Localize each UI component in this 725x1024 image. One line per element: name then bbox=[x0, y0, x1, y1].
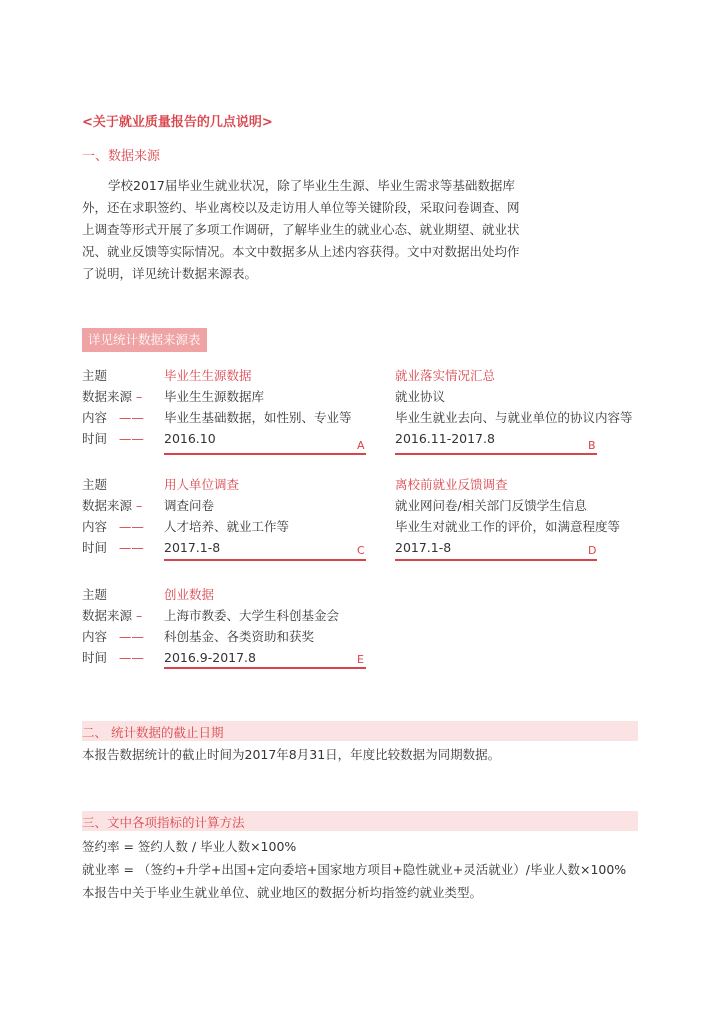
block-c-values bbox=[164, 474, 289, 558]
block-c-topic: 用人单位调查 bbox=[164, 477, 240, 492]
source-table-tag: 详见统计数据来源表 bbox=[82, 328, 207, 352]
block-a-letter: A bbox=[357, 439, 365, 452]
block-d-topic: 离校前就业反馈调查 bbox=[395, 477, 508, 492]
block-c-source: 调查问卷 bbox=[164, 498, 215, 513]
block-b-time: 2016.11-2017.8 bbox=[395, 431, 495, 446]
label-source: 数据来源 – bbox=[82, 498, 143, 513]
block-c-time: 2017.1-8 bbox=[164, 540, 221, 555]
block-a-topic: 毕业生生源数据 bbox=[164, 368, 252, 383]
label-content: 内容 —— bbox=[82, 410, 144, 425]
block-b-source: 就业协议 bbox=[395, 389, 446, 404]
section3-note: 本报告中关于毕业生就业单位、就业地区的数据分析均指签约就业类型。 bbox=[82, 885, 483, 900]
label-time: 时间 —— bbox=[82, 431, 144, 446]
block-b-letter: B bbox=[588, 439, 596, 452]
label-topic: 主题 bbox=[82, 368, 108, 383]
block-a-content: 毕业生基础数据，如性别、专业等 bbox=[164, 410, 352, 425]
block-e-source: 上海市教委、大学生科创基金会 bbox=[164, 608, 340, 623]
employment-rate-formula: 就业率 = （签约+升学+出国+定向委培+国家地方项目+隐性就业+灵活就业）/毕业人数×100% bbox=[82, 862, 627, 877]
block-e-time: 2016.9-2017.8 bbox=[164, 650, 256, 665]
label-topic: 主题 bbox=[82, 477, 108, 492]
block-b-content: 毕业生就业去向、与就业单位的协议内容等 bbox=[395, 410, 633, 425]
section2-heading: 二、 统计数据的截止日期 bbox=[82, 725, 224, 740]
section3-band bbox=[82, 811, 638, 831]
label-time: 时间 —— bbox=[82, 650, 144, 665]
block-c-letter: C bbox=[357, 544, 365, 557]
block-a-values bbox=[164, 365, 352, 449]
block-a-labels bbox=[82, 365, 144, 449]
signing-rate-formula: 签约率 = 签约人数 / 毕业人数×100% bbox=[82, 839, 297, 854]
block-d-values bbox=[395, 474, 620, 558]
block-c-content: 人才培养、就业工作等 bbox=[164, 519, 290, 534]
label-content: 内容 —— bbox=[82, 519, 144, 534]
section2-text: 本报告数据统计的截止时间为2017年8月31日，年度比较数据为同期数据。 bbox=[82, 747, 501, 762]
block-b-values bbox=[395, 365, 633, 449]
block-c-labels bbox=[82, 474, 144, 558]
block-e-letter: E bbox=[357, 653, 364, 666]
block-e-underline bbox=[164, 667, 366, 669]
block-e-content: 科创基金、各类资助和获奖 bbox=[164, 629, 315, 644]
page-title: <关于就业质量报告的几点说明> bbox=[82, 115, 273, 130]
label-source: 数据来源 – bbox=[82, 608, 143, 623]
label-source: 数据来源 – bbox=[82, 389, 143, 404]
label-content: 内容 —— bbox=[82, 629, 144, 644]
section2-band bbox=[82, 721, 638, 741]
block-a-time: 2016.10 bbox=[164, 431, 216, 446]
block-d-underline bbox=[395, 559, 597, 561]
label-time: 时间 —— bbox=[82, 540, 144, 555]
block-c-underline bbox=[164, 559, 366, 561]
block-b-topic: 就业落实情况汇总 bbox=[395, 368, 496, 383]
block-e-labels bbox=[82, 584, 144, 668]
block-d-time: 2017.1-8 bbox=[395, 540, 452, 555]
block-d-content: 毕业生对就业工作的评价，如满意程度等 bbox=[395, 519, 621, 534]
block-e-values bbox=[164, 584, 339, 668]
label-topic: 主题 bbox=[82, 587, 108, 602]
block-d-letter: D bbox=[588, 544, 597, 557]
section3-heading: 三、文中各项指标的计算方法 bbox=[82, 815, 245, 830]
block-d-source: 就业网问卷/相关部门反馈学生信息 bbox=[395, 498, 587, 513]
block-a-source: 毕业生生源数据库 bbox=[164, 389, 265, 404]
block-e-topic: 创业数据 bbox=[164, 587, 215, 602]
block-a-underline bbox=[164, 453, 366, 455]
block-b-underline bbox=[395, 453, 597, 455]
section1-heading: 一、数据来源 bbox=[82, 149, 161, 164]
section1-paragraph: 学校2017届毕业生就业状况，除了毕业生生源、毕业生需求等基础数据库外，还在求职签约、毕业离校以及走访用人单位等关键阶段，采取问卷调查、网上调查等形式开展了多项工作调研，了解毕业生的就业心态、就业期望、就业状况、就业反馈等实际情况。本文中数据多从上述内容获得。文中对数据出处均作了说明，详见统计数据来源表。 bbox=[82, 178, 520, 281]
